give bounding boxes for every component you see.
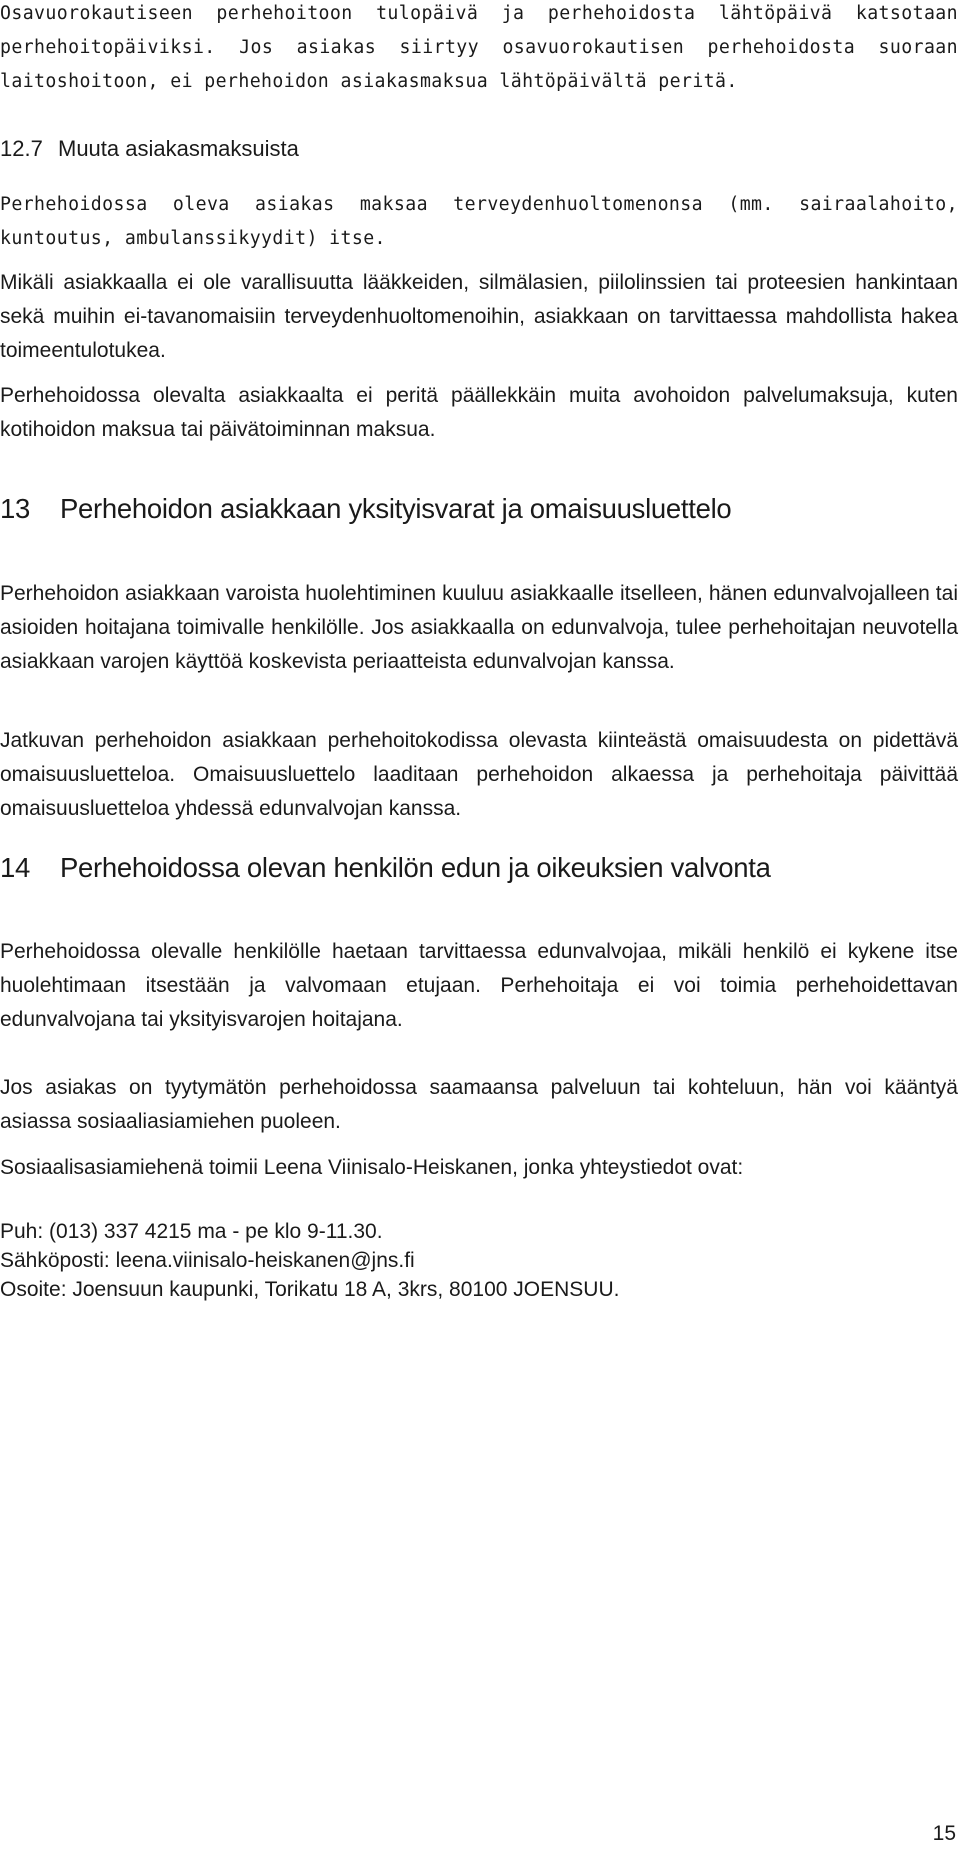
- contact-address: Osoite: Joensuun kaupunki, Torikatu 18 A, 3krs, 80100 JOENSUU.: [0, 1278, 620, 1301]
- paragraph-ombudsman: Jos asiakas on tyytymätön perhehoidossa saamaansa palveluun tai kohteluun, hän voi kääntyä asiassa sosiaaliasiamiehen puoleen.: [0, 1076, 958, 1133]
- section-number: 12.7: [0, 136, 43, 161]
- contact-details: [0, 1217, 619, 1304]
- paragraph-ombudsman-contact-intro: Sosiaalisasiamiehenä toimii Leena Viinisalo-Heiskanen, jonka yhteystiedot ovat:: [0, 1156, 744, 1179]
- section-number: 13: [0, 493, 30, 524]
- page-number: 15: [932, 1822, 956, 1845]
- section-title: Perhehoidossa olevan henkilön edun ja oikeuksien valvonta: [60, 852, 771, 883]
- paragraph-property-list: Jatkuvan perhehoidon asiakkaan perhehoitokodissa olevasta kiinteästä omaisuudesta on pidettävä omaisuusluetteloa. Omaisuusluettelo laaditaan perhehoidon alkaessa ja perhehoitaja päivittää omaisuusluetteloa yhdessä edunvalvojan kanssa.: [0, 729, 958, 820]
- section-heading-13: [0, 491, 731, 527]
- paragraph-client-assets: Perhehoidon asiakkaan varoista huolehtiminen kuuluu asiakkaalle itselleen, hänen edunvalvojalleen tai asioiden hoitajana toimivalle henkilölle. Jos asiakkaalla on edunvalvoja, tulee perhehoitajan neuvotella asiakkaan varojen käyttöä koskevista periaatteista edunvalvojan kanssa.: [0, 582, 958, 673]
- paragraph-income-support: Mikäli asiakkaalla ei ole varallisuutta lääkkeiden, silmälasien, piilolinssien tai proteesien hankintaan sekä muihin ei-tavanomaisiin terveydenhuoltomenoihin, asiakkaan on tarvittaessa mahdollista hakea toimeentulotukea.: [0, 271, 958, 362]
- contact-email[interactable]: Sähköposti: leena.viinisalo-heiskanen@jns.fi: [0, 1249, 415, 1272]
- section-heading-12-7: [0, 134, 299, 164]
- paragraph-guardian: Perhehoidossa olevalle henkilölle haetaan tarvittaessa edunvalvojaa, mikäli henkilö ei kykene itse huolehtimaan itsestään ja valvomaan etujaan. Perhehoitaja ei voi toimia perhehoidettavan edunvalvojana tai yksityisvarojen hoitajana.: [0, 940, 958, 1031]
- paragraph-no-overlapping-fees: Perhehoidossa olevalta asiakkaalta ei peritä päällekkäin muita avohoidon palvelumaksuja, kuten kotihoidon maksua tai päivätoiminnan maksua.: [0, 384, 958, 441]
- section-title: Muuta asiakasmaksuista: [58, 136, 299, 161]
- paragraph-family-care-days: Osavuorokautiseen perhehoitoon tulopäivä ja perhehoidosta lähtöpäivä katsotaan perhehoitopäiviksi. Jos asiakas siirtyy osavuorokautisen perhehoidosta suoraan laitoshoitoon, ei perhehoidon asiakasmaksua lähtöpäivältä peritä.: [0, 3, 958, 92]
- section-number: 14: [0, 852, 30, 883]
- section-heading-14: [0, 850, 771, 886]
- contact-phone: Puh: (013) 337 4215 ma - pe klo 9-11.30.: [0, 1220, 383, 1243]
- section-title: Perhehoidon asiakkaan yksityisvarat ja omaisuusluettelo: [60, 493, 732, 524]
- paragraph-health-costs: Perhehoidossa oleva asiakas maksaa terveydenhuoltomenonsa (mm. sairaalahoito, kuntoutus, ambulanssikyydit) itse.: [0, 194, 958, 249]
